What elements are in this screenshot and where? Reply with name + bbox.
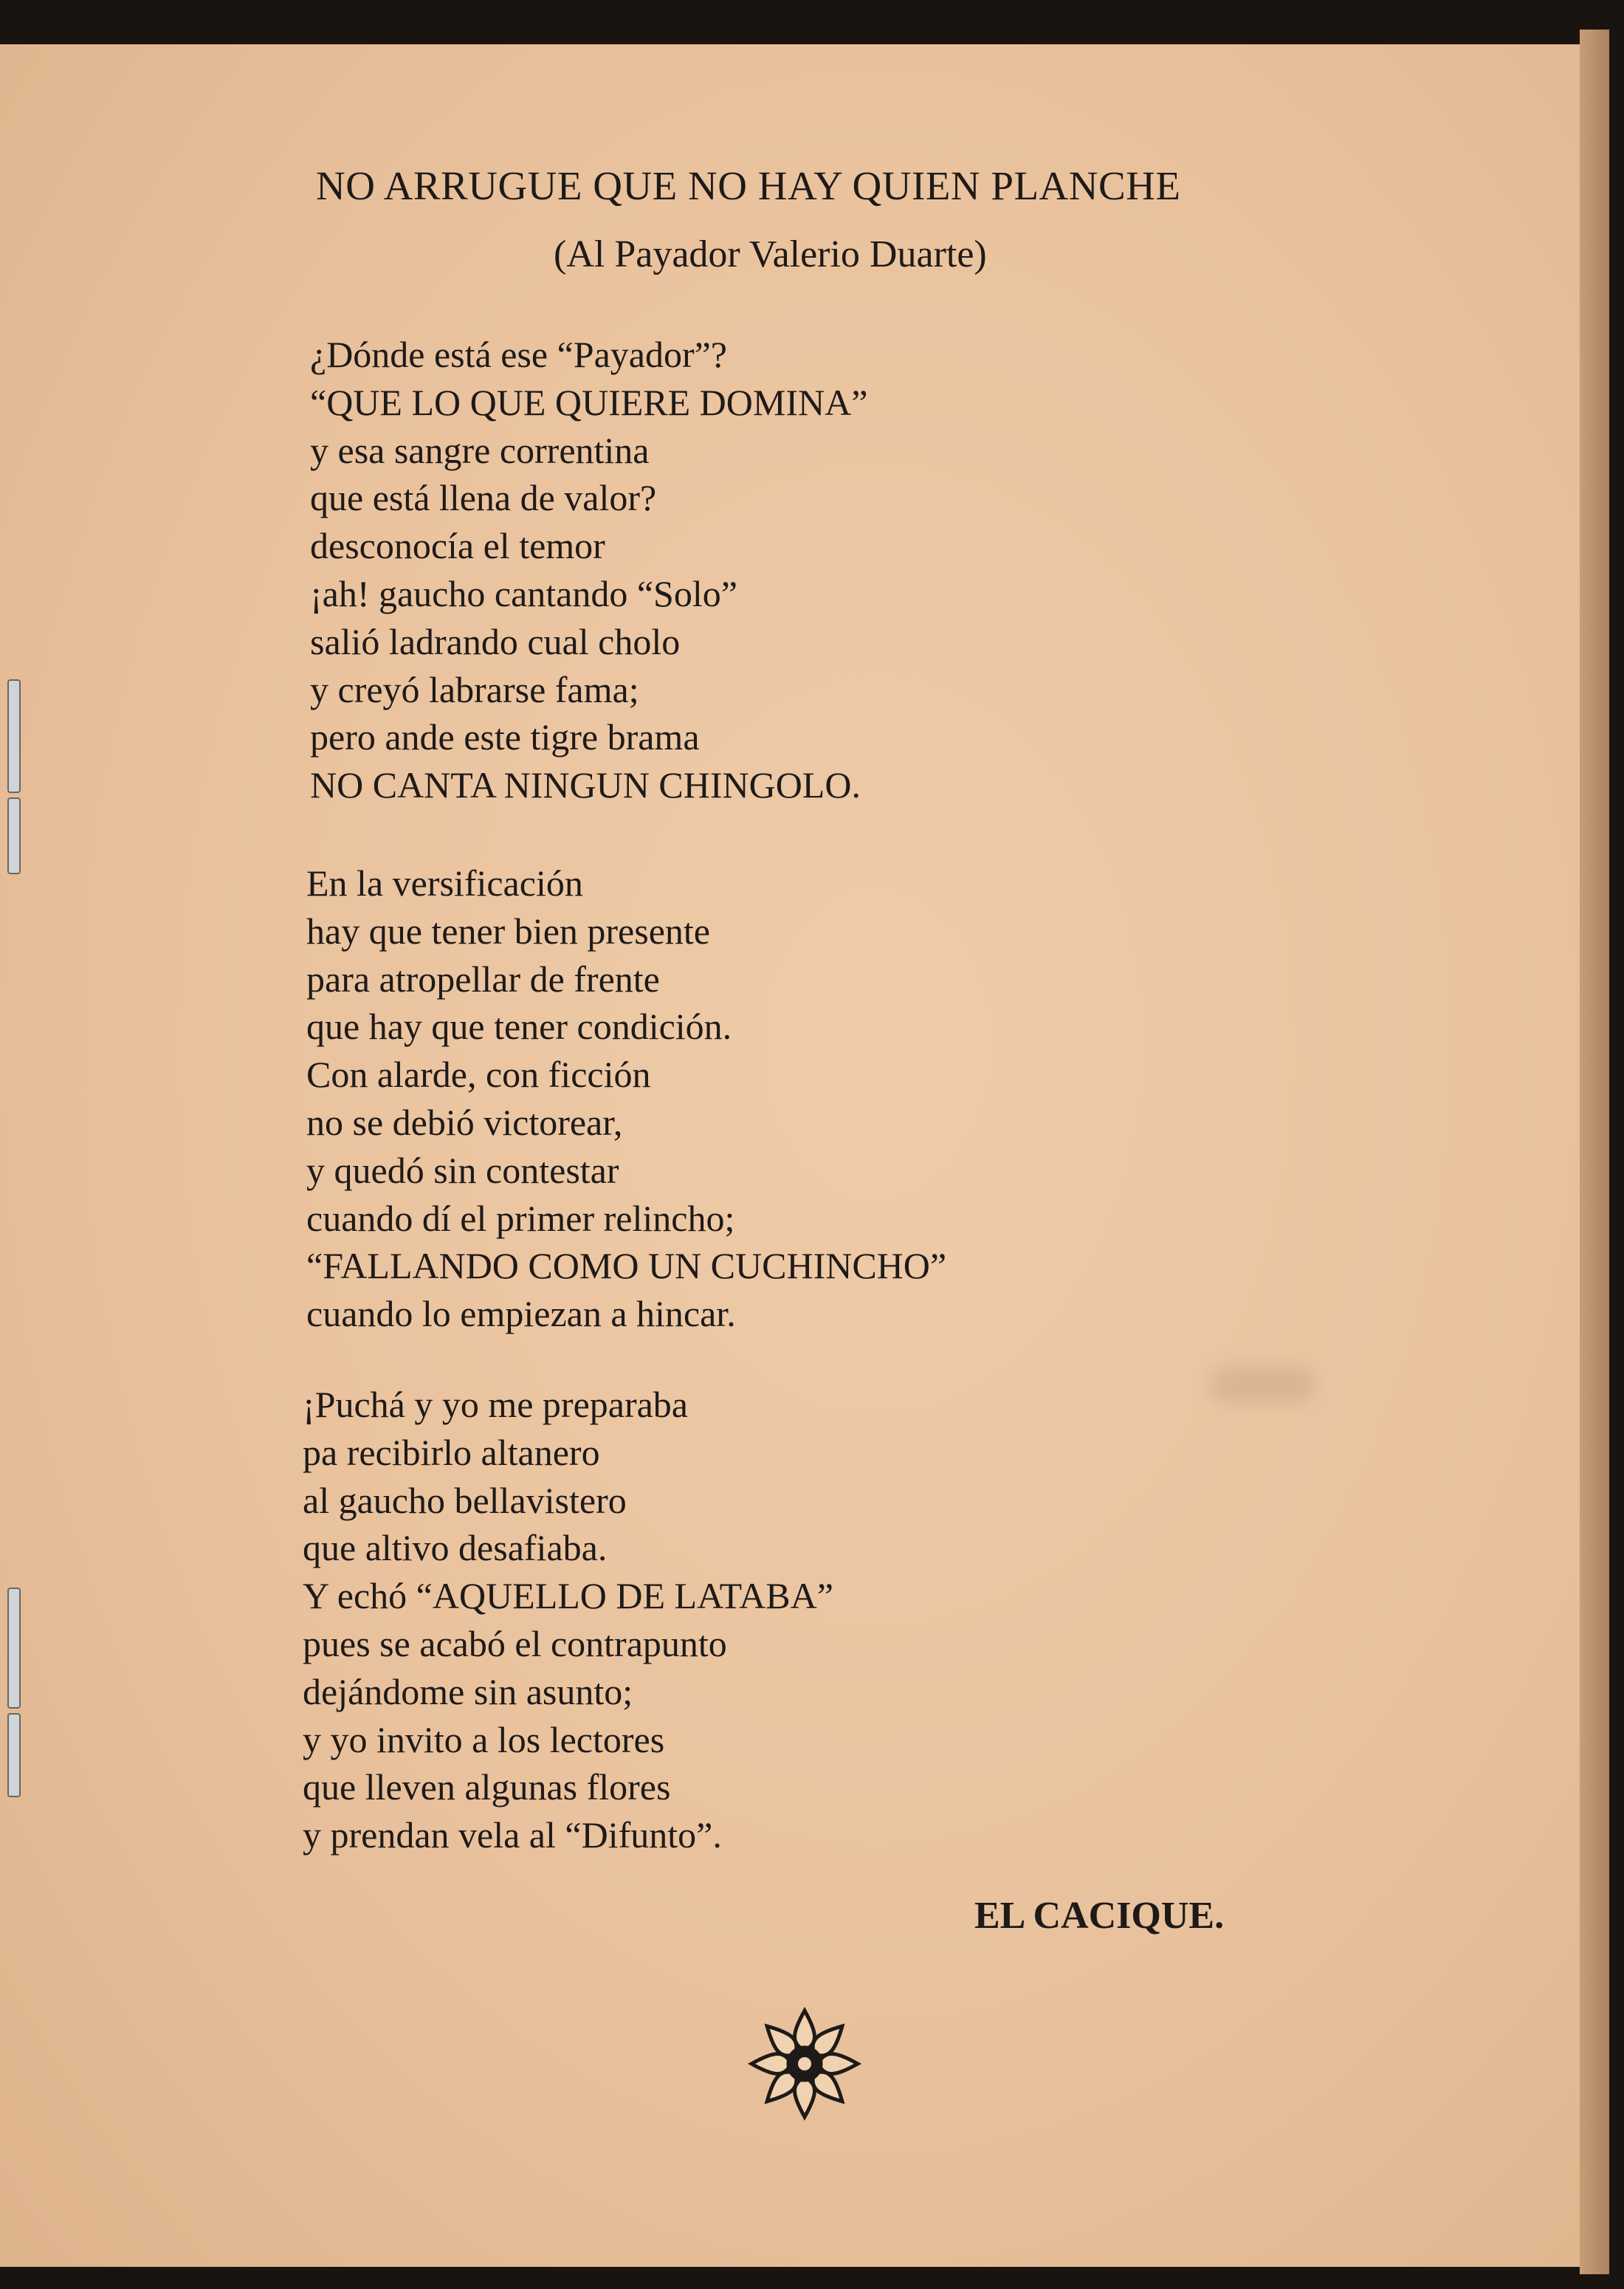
verse-line: cuando dí el primer relincho; (306, 1197, 735, 1239)
verse-line: hay que tener bien presente (306, 910, 710, 952)
verse-line: “QUE LO QUE QUIERE DOMINA” (310, 381, 868, 423)
verse-line: “FALLANDO COMO UN CUCHINCHO” (306, 1245, 947, 1287)
verse-line: al gaucho bellavistero (303, 1479, 627, 1521)
verse-line: y prendan vela al “Difunto”. (303, 1814, 722, 1856)
verse-line: ¡Puchá y yo me preparaba (303, 1384, 688, 1425)
binding-stitch (7, 1588, 21, 1709)
verse-line: Y echó “AQUELLO DE LATABA” (303, 1575, 833, 1617)
verse-line: que lleven algunas flores (303, 1766, 671, 1808)
verse-line: pa recibirlo altanero (303, 1431, 600, 1473)
ink-smudge (1211, 1366, 1314, 1403)
verse-line: salió ladrando cual cholo (310, 620, 681, 662)
stanza-3 (303, 1381, 833, 1859)
verse-line: no se debió victorear, (306, 1101, 623, 1143)
verse-line: NO CANTA NINGUN CHINGOLO. (310, 764, 861, 806)
verse-line: ¿Dónde está ese “Payador”? (310, 334, 727, 375)
verse-line: y creyó labrarse fama; (310, 668, 639, 710)
author-signature: EL CACIQUE. (974, 1895, 1225, 1937)
verse-line: para atropellar de frente (306, 958, 660, 1000)
stanza-2 (306, 859, 946, 1338)
book-page (0, 44, 1594, 2267)
verse-line: y quedó sin contestar (306, 1149, 619, 1191)
verse-line: y yo invito a los lectores (303, 1718, 665, 1760)
verse-line: pero ande este tigre brama (310, 716, 700, 758)
binding-stitch (7, 797, 21, 874)
verse-line: que está llena de valor? (310, 477, 657, 519)
verse-line: que altivo desafiaba. (303, 1527, 608, 1569)
verse-line: ¡ah! gaucho cantando “Solo” (310, 572, 737, 614)
binding-stitch (7, 679, 21, 793)
poem-title: NO ARRUGUE QUE NO HAY QUIEN PLANCHE (316, 163, 1181, 208)
verse-line: pues se acabó el contrapunto (303, 1622, 727, 1664)
verse-line: que hay que tener condición. (306, 1006, 732, 1048)
verse-line: Con alarde, con ficción (306, 1054, 651, 1096)
stanza-1 (310, 331, 867, 809)
verse-line: y esa sangre correntina (310, 429, 650, 471)
verse-line: En la versificación (306, 862, 583, 904)
page-edge (1580, 30, 1609, 2274)
binding-stitch (7, 1713, 21, 1797)
flower-ornament-icon (746, 2005, 864, 2123)
verse-line: dejándome sin asunto; (303, 1670, 633, 1712)
verse-line: cuando lo empiezan a hincar. (306, 1293, 736, 1335)
poem-dedication: (Al Payador Valerio Duarte) (554, 233, 987, 275)
verse-line: desconocía el temor (310, 525, 605, 567)
